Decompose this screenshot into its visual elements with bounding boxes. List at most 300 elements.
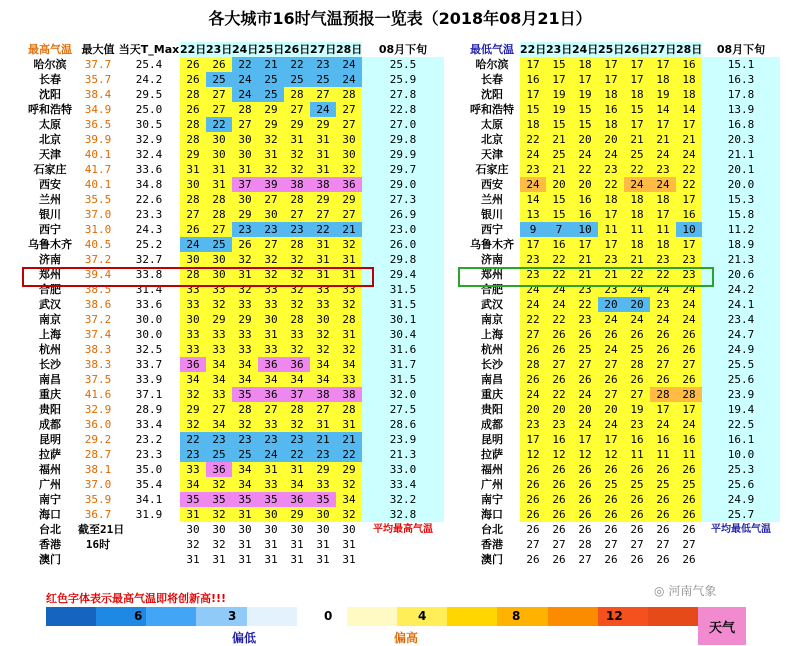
- cell-value: 24: [310, 102, 336, 117]
- cell-value: 26.9: [362, 207, 444, 222]
- table-row: [22, 222, 444, 237]
- cell-value: 22.5: [702, 417, 780, 432]
- cell-value: 26: [676, 522, 702, 537]
- cell-value: 30: [206, 267, 232, 282]
- cell-value: 21: [624, 132, 650, 147]
- cell-value: 26: [598, 327, 624, 342]
- cell-value: 28: [650, 387, 676, 402]
- cell-value: 36: [258, 387, 284, 402]
- cell-value: 32: [180, 387, 206, 402]
- city-name: 西宁: [39, 223, 61, 236]
- cell-value: 23.9: [702, 387, 780, 402]
- cell-value: 38.3: [84, 343, 112, 356]
- cell-value: 17: [572, 432, 598, 447]
- header-cell: 25日: [598, 43, 625, 56]
- cell-value: 23: [232, 432, 258, 447]
- cell-value: 34: [232, 462, 258, 477]
- header-cell: 22日: [520, 43, 547, 56]
- cell-value: 23: [598, 252, 624, 267]
- cell-value: 33: [206, 327, 232, 342]
- cell-value: 24: [232, 72, 258, 87]
- cell-value: 22: [206, 117, 232, 132]
- cell-value: 17: [572, 237, 598, 252]
- cell-value: 31: [232, 507, 258, 522]
- cell-value: 28: [336, 87, 362, 102]
- cell-value: 16: [546, 237, 572, 252]
- record-high-note: 红色字体表示最高气温即将创新高!!!: [46, 592, 227, 605]
- cell-value: 31: [336, 267, 362, 282]
- cell-value: 20: [598, 297, 624, 312]
- cell-value: 31.4: [135, 283, 163, 296]
- cell-value: 35.7: [84, 73, 112, 86]
- cell-value: 16: [520, 72, 546, 87]
- cell-value: 33: [336, 282, 362, 297]
- cell-value: 30.1: [362, 312, 444, 327]
- cell-value: 33.6: [135, 163, 163, 176]
- cell-value: 26: [546, 342, 572, 357]
- cell-value: 34: [336, 357, 362, 372]
- cell-value: 28: [232, 102, 258, 117]
- cell-value: 24: [676, 417, 702, 432]
- cell-value: 37.0: [84, 208, 112, 221]
- cell-value: 27: [520, 327, 546, 342]
- city-name: 天津: [39, 148, 61, 161]
- cell-value: 37: [232, 177, 258, 192]
- cell-value: 29: [336, 462, 362, 477]
- cell-value: 32: [258, 162, 284, 177]
- city-name: 成都: [39, 418, 61, 431]
- cell-value: 36.0: [84, 418, 112, 431]
- cell-value: 25.9: [362, 72, 444, 87]
- cell-value: 29.7: [362, 162, 444, 177]
- cell-value: 26: [650, 522, 676, 537]
- cell-value: 38: [284, 177, 310, 192]
- cell-value: 18: [598, 87, 624, 102]
- cell-value: 37.2: [84, 253, 112, 266]
- cell-value: 36: [180, 357, 206, 372]
- cell-value: 20.0: [702, 177, 780, 192]
- city-name: 重庆: [481, 388, 503, 401]
- cell-value: 30.0: [135, 328, 163, 341]
- cell-value: 16: [598, 102, 624, 117]
- cell-value: 32: [206, 507, 232, 522]
- cell-value: 27: [624, 537, 650, 552]
- city-name: 哈尔滨: [33, 58, 67, 71]
- cell-value: 36.5: [84, 118, 112, 131]
- table-row: [22, 87, 444, 102]
- cell-value: 20.3: [702, 132, 780, 147]
- cell-value: 27: [598, 387, 624, 402]
- cell-value: 34: [232, 372, 258, 387]
- cell-value: 31.5: [362, 372, 444, 387]
- cell-value: 23: [258, 432, 284, 447]
- cell-value: 35: [310, 492, 336, 507]
- cell-value: 34.8: [135, 178, 163, 191]
- cell-value: 19: [572, 87, 598, 102]
- cell-value: 23: [520, 252, 546, 267]
- cell-value: 27: [336, 102, 362, 117]
- cell-value: 17: [624, 72, 650, 87]
- city-name: 兰州: [39, 193, 61, 206]
- cell-value: 29: [206, 312, 232, 327]
- cell-value: 32: [180, 417, 206, 432]
- cell-value: 23: [310, 57, 336, 72]
- cell-value: 31.9: [135, 508, 163, 521]
- color-legend: [46, 607, 698, 645]
- city-name: 石家庄: [33, 163, 67, 176]
- cell-value: 26: [546, 507, 572, 522]
- table-row: [22, 507, 444, 522]
- cell-value: 26: [546, 327, 572, 342]
- cell-value: 33: [336, 372, 362, 387]
- cell-value: 33.7: [135, 358, 163, 371]
- cell-value: 16时: [85, 538, 111, 551]
- cell-value: 26: [676, 552, 702, 567]
- city-name: 长春: [39, 73, 61, 86]
- table-row: [464, 477, 780, 492]
- table-row: [22, 327, 444, 342]
- cell-value: 12: [546, 447, 572, 462]
- header-cell: 25日: [258, 43, 285, 56]
- header-cell: 08月下旬: [702, 42, 780, 57]
- cell-value: 25: [232, 447, 258, 462]
- cell-value: 20.6: [702, 267, 780, 282]
- cell-value: 34: [180, 372, 206, 387]
- cell-value: 30: [310, 507, 336, 522]
- cell-value: 25.3: [702, 462, 780, 477]
- cell-value: 34: [232, 357, 258, 372]
- cell-value: 34: [206, 357, 232, 372]
- cell-value: 30: [180, 312, 206, 327]
- cell-value: 26: [546, 492, 572, 507]
- cell-value: 32: [284, 252, 310, 267]
- cell-value: [702, 552, 780, 567]
- city-name: 兰州: [481, 193, 503, 206]
- header-cell: 23日: [546, 43, 573, 56]
- cell-value: 19: [650, 87, 676, 102]
- cell-value: 26: [180, 72, 206, 87]
- cell-value: 19: [546, 87, 572, 102]
- cell-value: 18: [598, 192, 624, 207]
- cell-value: 11.2: [702, 222, 780, 237]
- table-row: [464, 357, 780, 372]
- cell-value: 24.2: [135, 73, 163, 86]
- wechat-icon: ◎: [654, 584, 665, 598]
- cell-value: 22: [336, 447, 362, 462]
- cell-value: 26: [206, 57, 232, 72]
- cell-value: 24: [676, 297, 702, 312]
- legend-tick: 12: [606, 609, 623, 623]
- cell-value: 17: [546, 72, 572, 87]
- cell-value: 17: [598, 432, 624, 447]
- cell-value: 29: [310, 117, 336, 132]
- city-name: 贵阳: [481, 403, 503, 416]
- cell-value: 16.3: [702, 72, 780, 87]
- cell-value: 12: [572, 447, 598, 462]
- cell-value: 28.9: [135, 403, 163, 416]
- table-row: [22, 177, 444, 192]
- cell-value: 12: [520, 447, 546, 462]
- cell-value: 35: [180, 492, 206, 507]
- cell-value: 25: [258, 87, 284, 102]
- table-row: [464, 252, 780, 267]
- cell-value: [362, 552, 444, 567]
- legend-low-label: 偏低: [232, 631, 257, 645]
- cell-value: 27: [310, 402, 336, 417]
- cell-value: 25: [598, 477, 624, 492]
- cell-value: 31: [232, 162, 258, 177]
- cell-value: 40.1: [84, 178, 112, 191]
- cell-value: 28: [676, 387, 702, 402]
- table-row: [464, 237, 780, 252]
- city-name: 合肥: [481, 283, 503, 296]
- cell-value: 35.5: [84, 193, 112, 206]
- cell-value: 30: [258, 207, 284, 222]
- cell-value: 31: [180, 162, 206, 177]
- cell-value: 32.5: [135, 343, 163, 356]
- cell-value: 17: [676, 192, 702, 207]
- cell-value: 19: [546, 102, 572, 117]
- cell-value: 28: [284, 192, 310, 207]
- cell-value: 31: [284, 462, 310, 477]
- cell-value: 20: [598, 402, 624, 417]
- cell-value: 25.2: [135, 238, 163, 251]
- cell-value: 27.3: [362, 192, 444, 207]
- cell-value: 30: [310, 312, 336, 327]
- cell-value: 37: [284, 387, 310, 402]
- cell-value: 15: [546, 117, 572, 132]
- cell-value: 21: [546, 162, 572, 177]
- cell-value: 32: [258, 267, 284, 282]
- legend-tick: 6: [134, 609, 143, 623]
- cell-value: 16: [624, 432, 650, 447]
- cell-value: 21: [572, 252, 598, 267]
- cell-value: 33.8: [135, 268, 163, 281]
- watermark: [654, 582, 716, 599]
- table-row: [22, 462, 444, 477]
- table-row: [22, 432, 444, 447]
- cell-value: [362, 537, 444, 552]
- cell-value: 26: [520, 342, 546, 357]
- header-cell: 27日: [310, 43, 337, 56]
- table-row: [22, 132, 444, 147]
- cell-value: 23.9: [362, 432, 444, 447]
- cell-value: 26: [572, 372, 598, 387]
- city-name: 银川: [481, 208, 503, 221]
- cell-value: 33: [232, 342, 258, 357]
- city-name: 合肥: [39, 283, 61, 296]
- cell-value: 30: [284, 522, 310, 537]
- cell-value: 30: [206, 252, 232, 267]
- table-row: [464, 462, 780, 477]
- cell-value: 25: [310, 72, 336, 87]
- cell-value: 24: [624, 177, 650, 192]
- cell-value: 22.8: [362, 102, 444, 117]
- table-row: [464, 522, 780, 537]
- cell-value: 28.7: [84, 448, 112, 461]
- cell-value: 20.1: [702, 162, 780, 177]
- cell-value: 23: [676, 252, 702, 267]
- cell-value: 平均最高气温: [362, 522, 444, 537]
- cell-value: 9: [520, 222, 546, 237]
- cell-value: 27: [598, 357, 624, 372]
- cell-value: 36: [258, 357, 284, 372]
- table-row: [464, 102, 780, 117]
- cell-value: 30: [232, 132, 258, 147]
- cell-value: 17: [676, 117, 702, 132]
- cell-value: 18: [624, 207, 650, 222]
- cell-value: 33: [258, 417, 284, 432]
- cell-value: 27: [520, 537, 546, 552]
- cell-value: 20: [546, 402, 572, 417]
- table-row: [464, 207, 780, 222]
- cell-value: 26: [676, 462, 702, 477]
- cell-value: 18: [598, 117, 624, 132]
- city-name: 银川: [39, 208, 61, 221]
- cell-value: 21: [336, 432, 362, 447]
- cell-value: 29: [336, 192, 362, 207]
- cell-value: 27.8: [362, 87, 444, 102]
- table-row: [22, 357, 444, 372]
- cell-value: [118, 552, 180, 567]
- cell-value: 16.1: [702, 432, 780, 447]
- cell-value: 22: [546, 312, 572, 327]
- city-name: 拉萨: [39, 448, 61, 461]
- cell-value: 13: [520, 207, 546, 222]
- table-row: [22, 252, 444, 267]
- cell-value: 31: [232, 537, 258, 552]
- cell-value: 26: [180, 102, 206, 117]
- cell-value: 23: [572, 282, 598, 297]
- cell-value: 26: [598, 522, 624, 537]
- cell-value: 18: [520, 117, 546, 132]
- cell-value: 33: [258, 477, 284, 492]
- cell-value: 20: [598, 132, 624, 147]
- legend-tick: 0: [324, 609, 333, 623]
- cell-value: 27: [546, 537, 572, 552]
- city-name: 广州: [481, 478, 503, 491]
- cell-value: 27: [546, 357, 572, 372]
- cell-value: 40.1: [84, 148, 112, 161]
- cell-value: 23: [206, 432, 232, 447]
- cell-value: 33: [206, 387, 232, 402]
- cell-value: 33: [258, 297, 284, 312]
- cell-value: 33: [180, 327, 206, 342]
- cell-value: 18.9: [702, 237, 780, 252]
- cell-value: 15: [546, 192, 572, 207]
- cell-value: 26: [180, 222, 206, 237]
- cell-value: 24: [572, 387, 598, 402]
- city-name: 南昌: [39, 373, 61, 386]
- cell-value: 24: [598, 312, 624, 327]
- cell-value: 33.6: [135, 298, 163, 311]
- cell-value: 24: [232, 87, 258, 102]
- cell-value: 12: [598, 447, 624, 462]
- cell-value: 17: [650, 117, 676, 132]
- cell-value: 38.6: [84, 298, 112, 311]
- cell-value: 31: [310, 552, 336, 567]
- cell-value: 23.3: [135, 208, 163, 221]
- cell-value: 26: [624, 372, 650, 387]
- cell-value: 26: [650, 327, 676, 342]
- table-row: [22, 447, 444, 462]
- city-name: 海口: [39, 508, 61, 521]
- cell-value: 27.5: [362, 402, 444, 417]
- city-name: 济南: [39, 253, 61, 266]
- cell-value: 34: [232, 477, 258, 492]
- city-name: 石家庄: [475, 163, 509, 176]
- cell-value: 34: [206, 372, 232, 387]
- cell-value: 37.2: [84, 313, 112, 326]
- cell-value: 26: [650, 552, 676, 567]
- city-name: 呼和浩特: [28, 103, 72, 116]
- cell-value: 30: [336, 522, 362, 537]
- table-row: [22, 312, 444, 327]
- header-cell: 24日: [572, 43, 599, 56]
- cell-value: 17: [598, 237, 624, 252]
- cell-value: 24: [572, 417, 598, 432]
- cell-value: 27: [310, 207, 336, 222]
- cell-value: 10.0: [702, 447, 780, 462]
- table-row: [22, 402, 444, 417]
- cell-value: 26: [520, 522, 546, 537]
- cell-value: 31.0: [84, 223, 112, 236]
- city-name: 重庆: [39, 388, 61, 401]
- cell-value: 26: [598, 507, 624, 522]
- city-name: 上海: [39, 328, 61, 341]
- table-row: [464, 162, 780, 177]
- cell-value: 24: [650, 312, 676, 327]
- cell-value: 31.5: [362, 282, 444, 297]
- header-cell: 26日: [624, 43, 651, 56]
- cell-value: 31: [258, 327, 284, 342]
- city-name: 济南: [481, 253, 503, 266]
- cell-value: 28.6: [362, 417, 444, 432]
- table-row: [464, 552, 780, 567]
- cell-value: 15: [572, 102, 598, 117]
- cell-value: 22: [676, 177, 702, 192]
- max-temp-table: [22, 42, 444, 567]
- cell-value: 17: [598, 57, 624, 72]
- cell-value: 25: [258, 72, 284, 87]
- cell-value: 18: [624, 87, 650, 102]
- cell-value: 14: [650, 102, 676, 117]
- cell-value: 31: [206, 162, 232, 177]
- city-name: 西安: [39, 178, 61, 191]
- cell-value: 36: [284, 357, 310, 372]
- cell-value: 35.9: [84, 493, 112, 506]
- table-row: [22, 72, 444, 87]
- cell-value: 27: [206, 102, 232, 117]
- table-row: [22, 417, 444, 432]
- cell-value: 30: [258, 507, 284, 522]
- cell-value: 31: [336, 552, 362, 567]
- cell-value: 15.3: [702, 192, 780, 207]
- cell-value: 34: [336, 492, 362, 507]
- table-row: [464, 327, 780, 342]
- cell-value: 15.8: [702, 207, 780, 222]
- cell-value: 25: [624, 477, 650, 492]
- cell-value: 31: [284, 132, 310, 147]
- cell-value: 25: [650, 477, 676, 492]
- cell-value: 24.9: [702, 492, 780, 507]
- cell-value: 24: [520, 297, 546, 312]
- table-row: [464, 372, 780, 387]
- cell-value: 30: [180, 522, 206, 537]
- table-row: [464, 132, 780, 147]
- cell-value: 23: [284, 432, 310, 447]
- cell-value: 10: [572, 222, 598, 237]
